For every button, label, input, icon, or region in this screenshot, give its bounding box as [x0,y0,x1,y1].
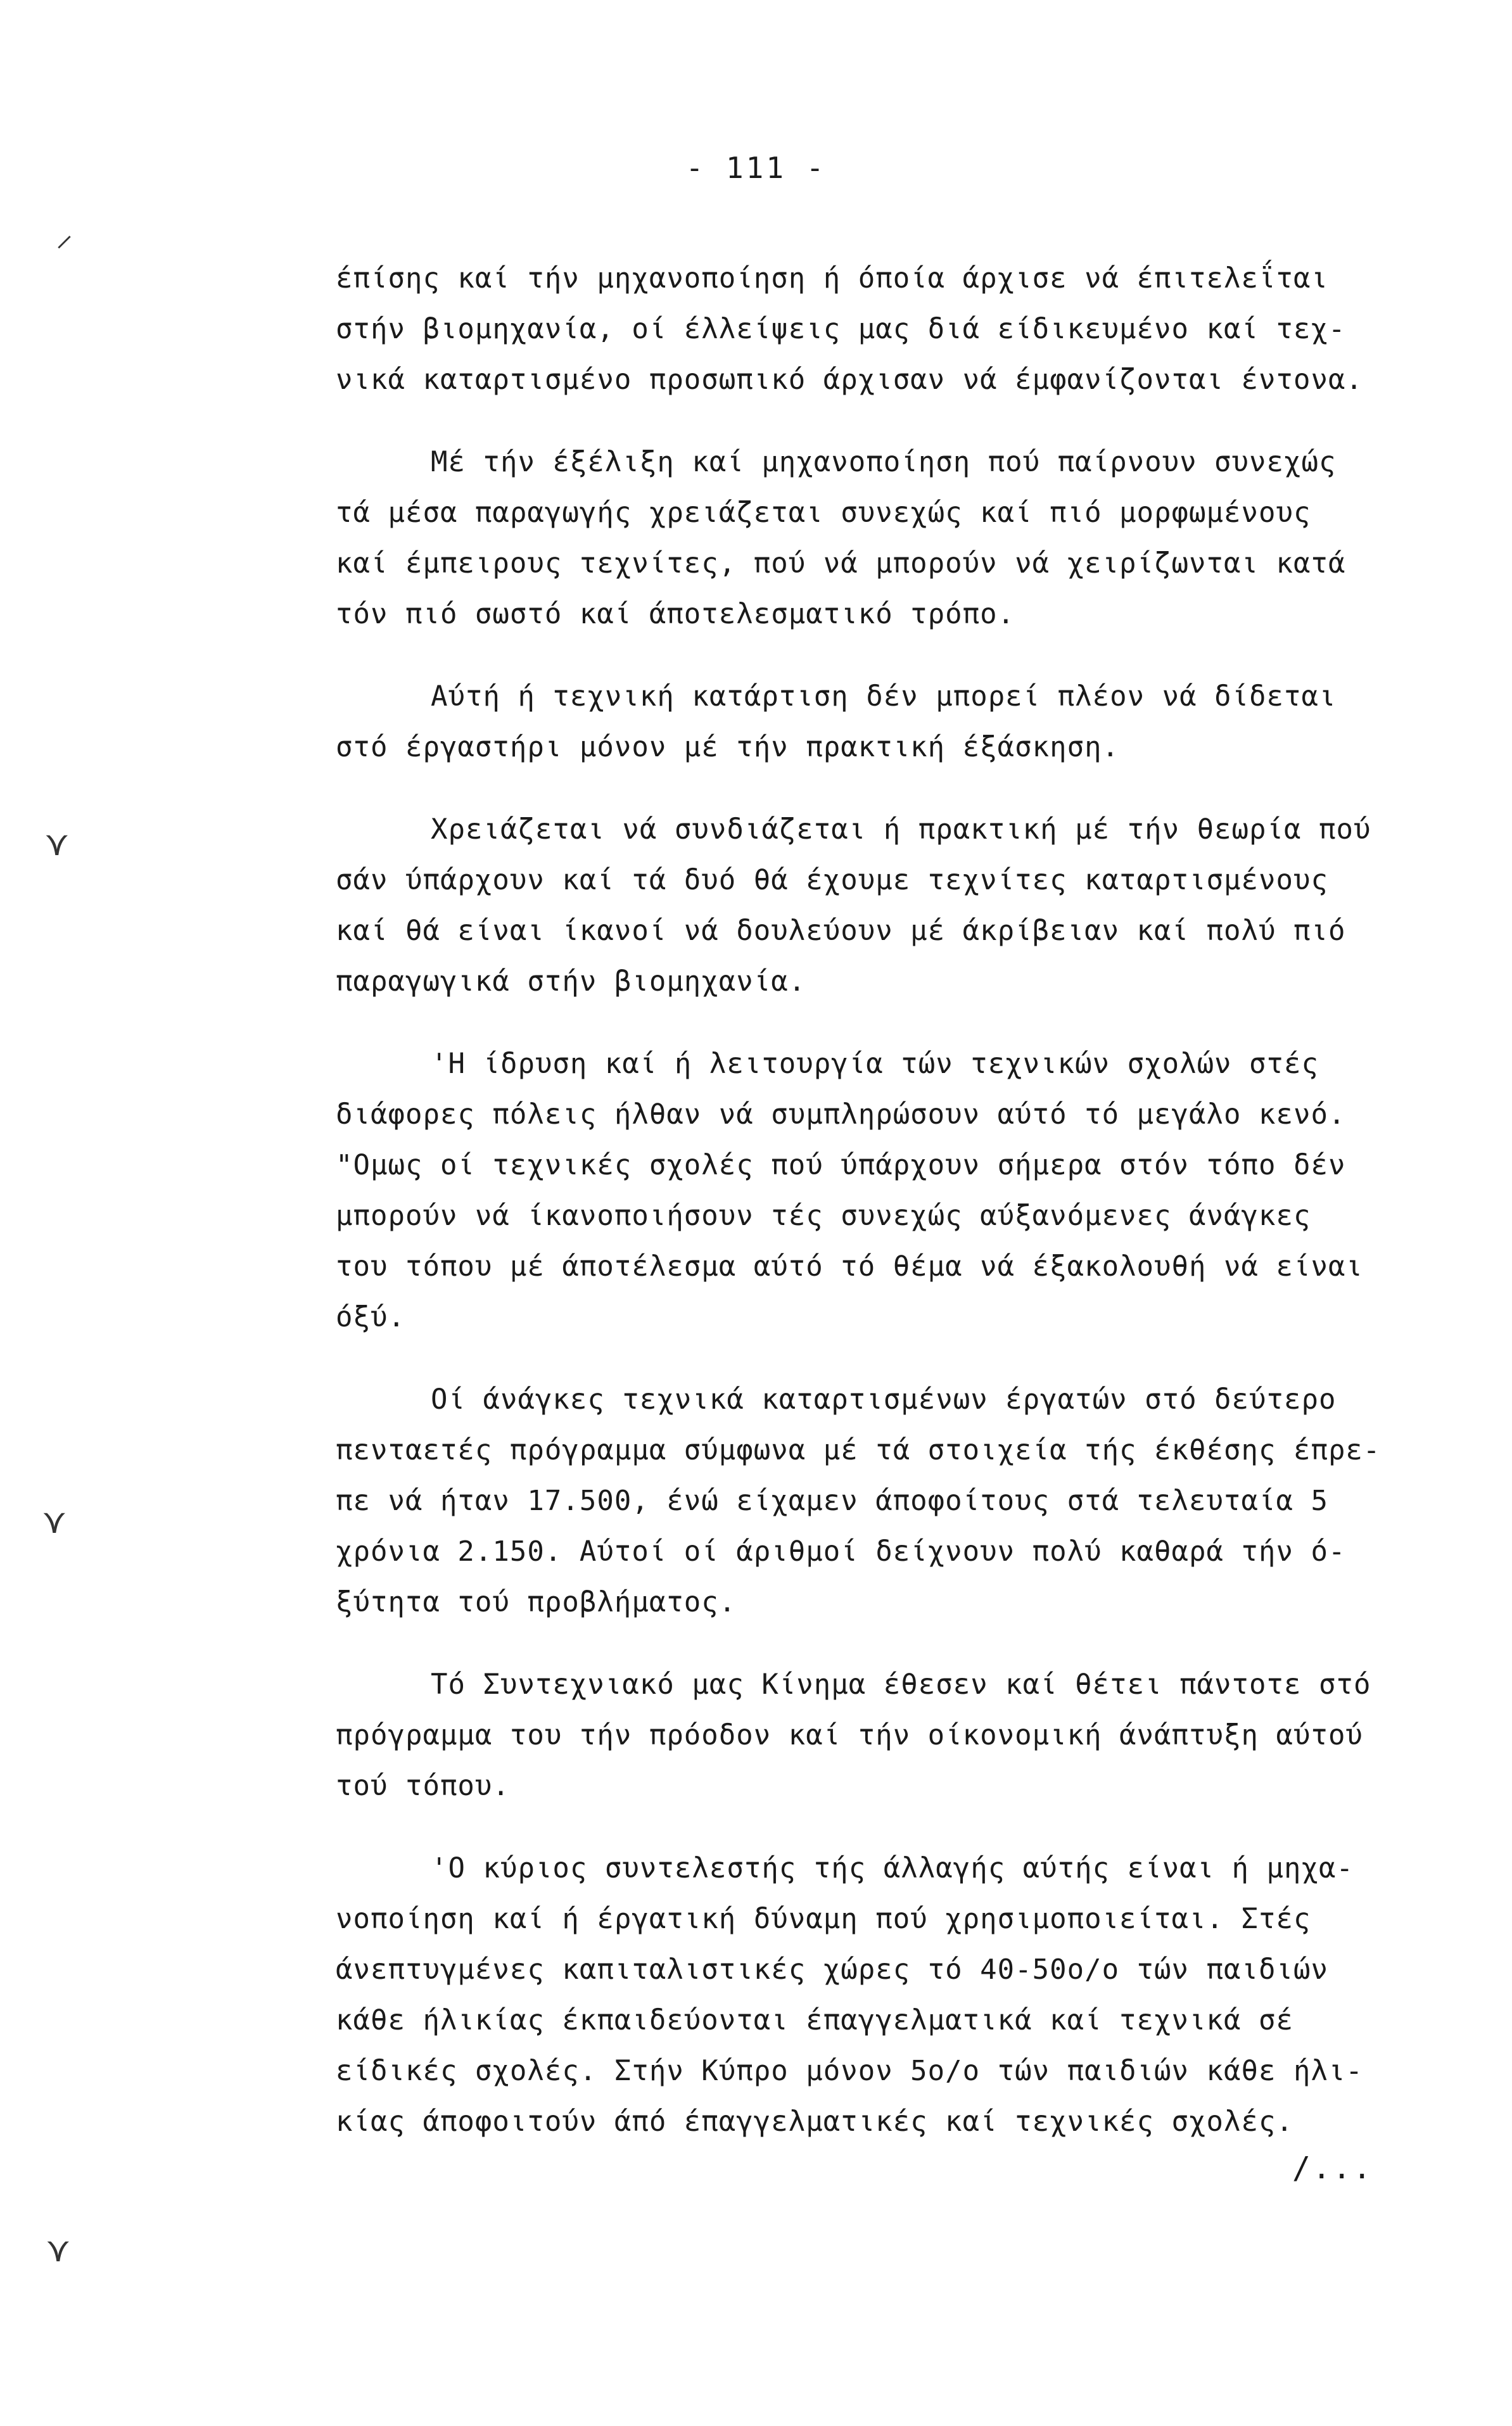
continuation-mark: /... [1292,2150,1373,2186]
text-line: Μέ τήν έξέλιξη καί μηχανοποίηση πού παίρνουν συνεχώς [431,446,1337,478]
text-line: στό έργαστήρι μόνον μέ τήν πρακτική έξάσκηση. [336,731,1120,763]
text-line: παραγωγικά στήν βιομηχανία. [336,965,806,998]
text-line: νικά καταρτισμένο προσωπικό άρχισαν νά έμφανίζονται έντονα. [336,364,1363,396]
body-text [336,253,1482,2179]
paragraph [336,671,1482,773]
text-line: σάν ύπάρχουν καί τά δυό θά έχουμε τεχνίτες καταρτισμένους [336,864,1328,896]
text-line: άνεπτυγμένες καπιταλιστικές χώρες τό 40-50ο/ο τών παιδιών [336,1953,1328,1986]
paragraph [336,253,1482,405]
text-line: καί θά είναι ίκανοί νά δουλεύουν μέ άκρίβειαν καί πολύ πιό [336,915,1346,947]
text-line: διάφορες πόλεις ήλθαν νά συμπληρώσουν αύτό τό μεγάλο κενό. [336,1098,1346,1131]
paragraph [336,1039,1482,1343]
page-number: - 111 - [685,151,827,185]
paragraph [336,1375,1482,1628]
text-line: τά μέσα παραγωγής χρειάζεται συνεχώς καί πιό μορφωμένους [336,497,1311,529]
text-line: Οί άνάγκες τεχνικά καταρτισμένων έργατών στό δεύτερο [431,1383,1337,1416]
margin-tick-mark: ⋎ [46,2230,71,2270]
text-line: του τόπου μέ άποτέλεσμα αύτό τό θέμα νά έξακολουθή νά είναι [336,1250,1363,1283]
text-line: πε νά ήταν 17.500, ένώ είχαμεν άποφοίτους στά τελευταία 5 [336,1485,1328,1517]
text-line: νοποίηση καί ή έργατική δύναμη πού χρησιμοποιείται. Στές [336,1903,1311,1935]
paragraph [336,1843,1482,2147]
text-line: τόν πιό σωστό καί άποτελεσματικό τρόπο. [336,598,1015,630]
text-line: Χρειάζεται νά συνδιάζεται ή πρακτική μέ τήν θεωρία πού [431,813,1371,846]
text-line: "Ομως οί τεχνικές σχολές πού ύπάρχουν σήμερα στόν τόπο δέν [336,1149,1346,1181]
paragraph [336,1660,1482,1812]
text-line: κίας άποφοιτούν άπό έπαγγελματικές καί τεχνικές σχολές. [336,2105,1293,2138]
text-line: χρόνια 2.150. Αύτοί οί άριθμοί δείχνουν πολύ καθαρά τήν ό- [336,1535,1346,1568]
margin-tick-mark: ⸝ [56,214,73,254]
text-line: τού τόπου. [336,1770,510,1802]
text-line: 'Η ίδρυση καί ή λειτουργία τών τεχνικών σχολών στές [431,1048,1319,1080]
text-line: όξύ. [336,1301,405,1333]
text-line: καί έμπειρους τεχνίτες, πού νά μπορούν νά χειρίζωνται κατά [336,547,1346,580]
text-line: Τό Συντεχνιακό μας Κίνημα έθεσεν καί θέτει πάντοτε στό [431,1668,1371,1701]
margin-tick-mark: ⋎ [44,823,70,863]
text-line: πρόγραμμα του τήν πρόοδον καί τήν οίκονομική άνάπτυξη αύτού [336,1719,1363,1751]
text-line: 'Ο κύριος συντελεστής τής άλλαγής αύτής είναι ή μηχα- [431,1852,1354,1884]
text-line: στήν βιομηχανία, οί έλλείψεις μας διά είδικευμένο καί τεχ- [336,313,1346,345]
margin-tick-mark: ⋎ [42,1501,67,1541]
paragraph [336,437,1482,640]
text-line: ξύτητα τού προβλήματος. [336,1586,737,1618]
text-line: πενταετές πρόγραμμα σύμφωνα μέ τά στοιχεία τής έκθέσης έπρε- [336,1434,1381,1466]
text-line: έπίσης καί τήν μηχανοποίηση ή όποία άρχισε νά έπιτελεΐται [336,262,1328,295]
text-line: κάθε ήλικίας έκπαιδεύονται έπαγγελματικά καί τεχνικά σέ [336,2004,1293,2036]
text-line: είδικές σχολές. Στήν Κύπρο μόνον 5ο/ο τών παιδιών κάθε ήλι- [336,2055,1363,2087]
paragraph [336,804,1482,1007]
text-line: Αύτή ή τεχνική κατάρτιση δέν μπορεί πλέον νά δίδεται [431,680,1337,713]
text-line: μπορούν νά ίκανοποιήσουν τές συνεχώς αύξανόμενες άνάγκες [336,1200,1311,1232]
